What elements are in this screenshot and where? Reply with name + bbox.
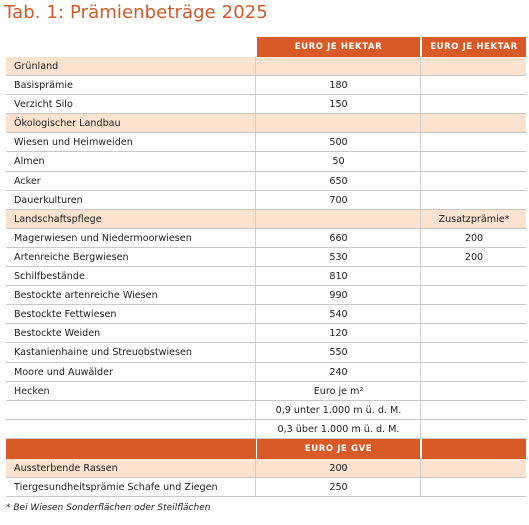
- row-value: 810: [257, 267, 421, 285]
- row-label: Hecken: [6, 382, 256, 400]
- row-value: 50: [257, 152, 421, 170]
- row-value: [257, 57, 421, 75]
- row-value: 650: [257, 172, 421, 190]
- row-extra-value: 200: [464, 232, 484, 244]
- row-extra-value: [422, 420, 526, 438]
- row-value: 0,9 unter 1.000 m ü. d. M.: [257, 401, 421, 419]
- table-row: [6, 324, 526, 343]
- row-extra-value: [422, 172, 526, 190]
- footnote: * Bei Wiesen Sonderflächen oder Steilflächen: [6, 503, 211, 513]
- row-extra-value: [422, 95, 526, 113]
- table-group-row: [6, 57, 526, 76]
- row-extra-value: [422, 324, 526, 342]
- table-body: [6, 57, 526, 439]
- row-extra-value: [422, 286, 526, 304]
- row-value: 240: [257, 363, 421, 381]
- table-header: [6, 37, 526, 57]
- row-label: Bestockte Weiden: [6, 324, 256, 342]
- row-extra-value: [422, 114, 526, 132]
- page-title: Tab. 1: Prämienbeträge 2025: [4, 2, 268, 23]
- row-label: Bestockte artenreiche Wiesen: [6, 286, 256, 304]
- row-extra-value: [422, 382, 526, 400]
- table-row: [6, 343, 526, 362]
- row-value: 250: [257, 478, 421, 496]
- row-value: 990: [257, 286, 421, 304]
- row-extra-value: [422, 478, 526, 496]
- header-gve-empty-cell-2: [422, 439, 526, 459]
- row-label: Kastanienhaine und Streuobstwiesen: [6, 343, 256, 361]
- row-value: 150: [257, 95, 421, 113]
- row-value: 530: [257, 248, 421, 266]
- row-label: [6, 420, 256, 438]
- header-empty-cell: [6, 37, 256, 57]
- row-extra-value: [422, 57, 526, 75]
- header-euro-per-gve: EURO JE GVE: [257, 439, 421, 459]
- table-row: [6, 305, 526, 324]
- row-label: Bestockte Fettwiesen: [6, 305, 256, 323]
- row-value: Euro je m²: [257, 382, 421, 400]
- table-row: [6, 382, 526, 401]
- row-label: Magerwiesen und Niedermoorwiesen: [6, 229, 256, 247]
- row-value: [257, 210, 421, 228]
- premium-table: [6, 37, 526, 497]
- table-row: [6, 95, 526, 114]
- row-extra-value: [422, 343, 526, 361]
- table-row: [6, 76, 526, 95]
- row-label: [6, 401, 256, 419]
- row-label: Ökologischer Landbau: [6, 114, 256, 132]
- row-extra-value: [422, 191, 526, 209]
- row-extra-value: [422, 401, 526, 419]
- table-row: [6, 152, 526, 171]
- row-label: Landschaftspflege: [6, 210, 256, 228]
- table-row: [6, 267, 526, 286]
- row-value: 120: [257, 324, 421, 342]
- row-label: Basisprämie: [6, 76, 256, 94]
- row-value: 180: [257, 76, 421, 94]
- row-extra-value: [422, 76, 526, 94]
- row-label: Verzicht Silo: [6, 95, 256, 113]
- row-value: [257, 114, 421, 132]
- header-gve-empty-cell: [6, 439, 256, 459]
- row-label: Artenreiche Bergwiesen: [6, 248, 256, 266]
- row-value: 200: [257, 459, 421, 477]
- row-extra-value: [422, 133, 526, 151]
- header-euro-per-hectare-extra: EURO JE HEKTAR: [422, 37, 526, 57]
- row-value: 700: [257, 191, 421, 209]
- table-row: [6, 133, 526, 152]
- table-header-gve: [6, 439, 526, 459]
- row-label: Moore und Auwälder: [6, 363, 256, 381]
- table-row: [6, 363, 526, 382]
- row-extra-value: Zusatzprämie*: [438, 213, 510, 225]
- row-label: Wiesen und Heimweiden: [6, 133, 256, 151]
- header-euro-per-hectare: EURO JE HEKTAR: [257, 37, 421, 57]
- row-extra-value: [422, 305, 526, 323]
- row-extra-value: [422, 267, 526, 285]
- table-row: [6, 401, 526, 420]
- table-group-row: [6, 114, 526, 133]
- row-value: 540: [257, 305, 421, 323]
- row-extra-value: [422, 363, 526, 381]
- row-label: Tiergesundheitsprämie Schafe und Ziegen: [6, 478, 256, 496]
- row-extra-value: 200: [464, 251, 484, 263]
- row-label: Dauerkulturen: [6, 191, 256, 209]
- table-group-row: [6, 210, 526, 229]
- row-value: 550: [257, 343, 421, 361]
- table-row: [6, 229, 526, 248]
- table-row: [6, 420, 526, 439]
- table-group-row: [6, 459, 526, 478]
- row-value: 660: [257, 229, 421, 247]
- table-row: [6, 172, 526, 191]
- row-label: Grünland: [6, 57, 256, 75]
- row-label: Schilfbestände: [6, 267, 256, 285]
- row-label: Acker: [6, 172, 256, 190]
- row-extra-value: [422, 152, 526, 170]
- row-extra-value: [422, 459, 526, 477]
- row-value: 0,3 über 1.000 m ü. d. M.: [257, 420, 421, 438]
- table-row: [6, 248, 526, 267]
- table-row: [6, 191, 526, 210]
- row-value: 500: [257, 133, 421, 151]
- table-body-gve: [6, 459, 526, 497]
- row-label: Aussterbende Rassen: [6, 459, 256, 477]
- table-row: [6, 478, 526, 497]
- row-label: Almen: [6, 152, 256, 170]
- table-row: [6, 286, 526, 305]
